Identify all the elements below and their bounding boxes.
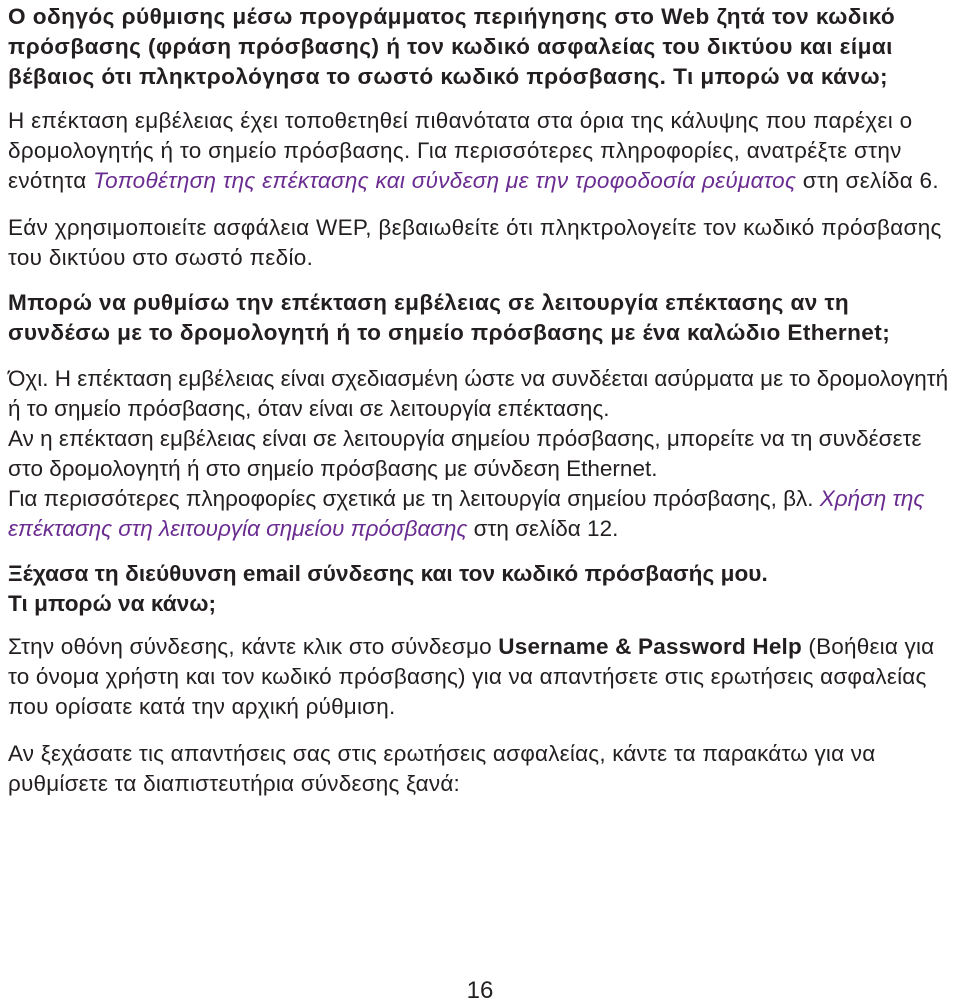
faq-answer-placement — [8, 106, 956, 196]
faq-question-ethernet: Μπορώ να ρυθμίσω την επέκταση εμβέλειας σε λειτουργία επέκτασης αν τη συνδέσω με το δρομολογητή ή το σημείο πρόσβασης με ένα καλώδιο Ethernet; — [8, 290, 891, 345]
answer-text: Στην οθόνη σύνδεσης, κάντε κλικ στο σύνδεσμο — [8, 634, 499, 659]
faq-question-passphrase: Ο οδηγός ρύθμισης μέσω προγράμματος περιήγησης στο Web ζητά τον κωδικό πρόσβασης (φράση πρόσβασης) ή τον κωδικό ασφαλείας του δικτύου και είμαι βέβαιος ότι πληκτρολόγησα το σωστό κωδικό πρόσβασης. Τι μπορώ να κάνω; — [8, 4, 896, 89]
faq-answer-ethernet — [8, 364, 956, 544]
document-page — [8, 2, 956, 799]
question-line: Τι μπορώ να κάνω; — [8, 591, 217, 616]
question-line: Ξέχασα τη διεύθυνση email σύνδεσης και τον κωδικό πρόσβασής μου. — [8, 561, 768, 586]
page-number: 16 — [466, 977, 494, 1004]
username-password-help-link[interactable]: Username & Password Help — [498, 634, 802, 659]
answer-more-info-paragraph — [8, 484, 956, 544]
faq-answer-reset-credentials: Αν ξεχάσατε τις απαντήσεις σας στις ερωτήσεις ασφαλείας, κάντε τα παρακάτω για να ρυθμίσετε τα διαπιστευτήρια σύνδεσης ξανά: — [8, 741, 876, 796]
faq-answer-wep: Εάν χρησιμοποιείτε ασφάλεια WEP, βεβαιωθείτε ότι πληκτρολογείτε τον κωδικό πρόσβασης του δικτύου στο σωστό πεδίο. — [8, 215, 942, 270]
answer-text-page-ref: στη σελίδα 12. — [467, 516, 619, 541]
faq-question-forgot-login — [8, 559, 956, 619]
answer-text: Η επέκταση εμβέλειας έχει τοποθετηθεί πιθανότατα στα όρια της κάλυψης που παρέχει ο δρομολογητής ή το σημείο πρόσβασης. Για περισσότερες πληροφορίες, ανατρέξτε στην ενότητα — [8, 108, 913, 193]
answer-text-page-ref: στη σελίδα 6. — [796, 168, 939, 193]
answer-access-point-paragraph: Αν η επέκταση εμβέλειας είναι σε λειτουργία σημείου πρόσβασης, μπορείτε να τη συνδέσετε στο δρομολογητή ή στο σημείο πρόσβασης με σύνδεση Ethernet. — [8, 426, 922, 481]
answer-no-paragraph: Όχι. Η επέκταση εμβέλειας είναι σχεδιασμένη ώστε να συνδέεται ασύρματα με το δρομολογητή ή το σημείο πρόσβασης, όταν είναι σε λειτουργία επέκτασης. — [8, 366, 949, 421]
answer-text: Για περισσότερες πληροφορίες σχετικά με τη λειτουργία σημείου πρόσβασης, βλ. — [8, 486, 820, 511]
faq-answer-help-link — [8, 632, 956, 722]
placement-section-link[interactable]: Τοποθέτηση της επέκτασης και σύνδεση με την τροφοδοσία ρεύματος — [93, 168, 797, 193]
access-point-mode-link[interactable]: Χρήση της επέκτασης στη λειτουργία σημείου πρόσβασης — [8, 486, 925, 541]
answer-text: (Βοήθεια για το όνομα χρήστη και τον κωδικό πρόσβασης) για να απαντήσετε στις ερωτήσεις ασφαλείας που ορίσατε κατά την αρχική ρύθμιση. — [8, 634, 935, 719]
